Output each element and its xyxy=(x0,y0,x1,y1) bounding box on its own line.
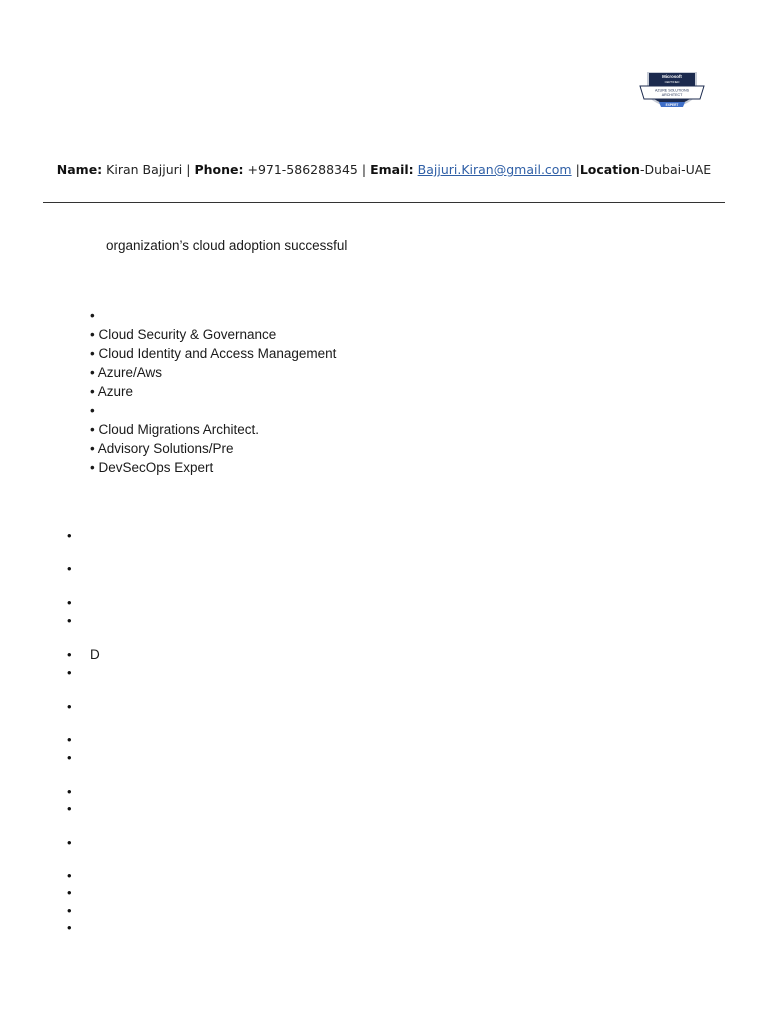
svg-text:★: ★ xyxy=(670,109,674,114)
name-label: Name: xyxy=(56,162,103,177)
skill-item: • Cloud Identity and Access Management xyxy=(90,346,337,361)
skill-item: • Cloud Security & Governance xyxy=(90,327,277,342)
svg-text:★: ★ xyxy=(665,108,669,113)
badge-brand: Microsoft xyxy=(662,74,682,79)
skill-item: • xyxy=(90,403,95,418)
name-value: Kiran Bajjuri xyxy=(106,162,183,177)
svg-text:★: ★ xyxy=(675,108,679,113)
badge-line-3: ARCHITECT xyxy=(661,93,683,97)
email-link[interactable]: Bajjuri.Kiran@gmail.com xyxy=(417,162,572,177)
list-bullet: • xyxy=(67,528,72,543)
list-bullet: • xyxy=(67,784,72,799)
skill-item: • DevSecOps Expert xyxy=(90,460,214,475)
list-bullet: • xyxy=(67,835,72,850)
list-bullet: • xyxy=(67,647,72,662)
list-bullet: • xyxy=(67,732,72,747)
separator: | xyxy=(361,162,367,177)
list-bullet: • xyxy=(67,750,72,765)
bullet-text: D xyxy=(90,647,100,662)
list-bullet: • xyxy=(67,920,72,935)
list-bullet: • xyxy=(67,595,72,610)
skill-item: • xyxy=(90,308,95,323)
location-value: -Dubai-UAE xyxy=(639,162,712,177)
location-label: Location xyxy=(579,162,640,177)
email-label: Email: xyxy=(370,162,414,177)
badge-line-1: CERTIFIED xyxy=(664,80,680,84)
phone-label: Phone: xyxy=(194,162,244,177)
skills-list xyxy=(90,306,336,477)
list-bullet: • xyxy=(67,613,72,628)
list-bullet: • xyxy=(67,885,72,900)
list-bullet: • xyxy=(67,561,72,576)
list-bullet: • xyxy=(67,699,72,714)
separator: | xyxy=(575,162,580,177)
list-bullet: • xyxy=(67,903,72,918)
list-bullet: • xyxy=(67,665,72,680)
badge-line-2: AZURE SOLUTIONS xyxy=(655,88,689,93)
skill-item: • Azure/Aws xyxy=(90,365,163,380)
separator: | xyxy=(186,162,191,177)
phone-value: +971-586288345 xyxy=(247,162,358,177)
badge-ribbon: EXPERT xyxy=(665,103,679,107)
skill-item: • Advisory Solutions/Pre xyxy=(90,441,234,456)
contact-line xyxy=(0,162,768,177)
list-bullet: • xyxy=(67,868,72,883)
list-bullet: • xyxy=(67,801,72,816)
certification-badge-icon xyxy=(639,66,705,114)
header-divider xyxy=(43,202,725,203)
summary-fragment: organization’s cloud adoption successful xyxy=(106,238,348,253)
skill-item: • Azure xyxy=(90,384,133,399)
skill-item: • Cloud Migrations Architect. xyxy=(90,422,260,437)
